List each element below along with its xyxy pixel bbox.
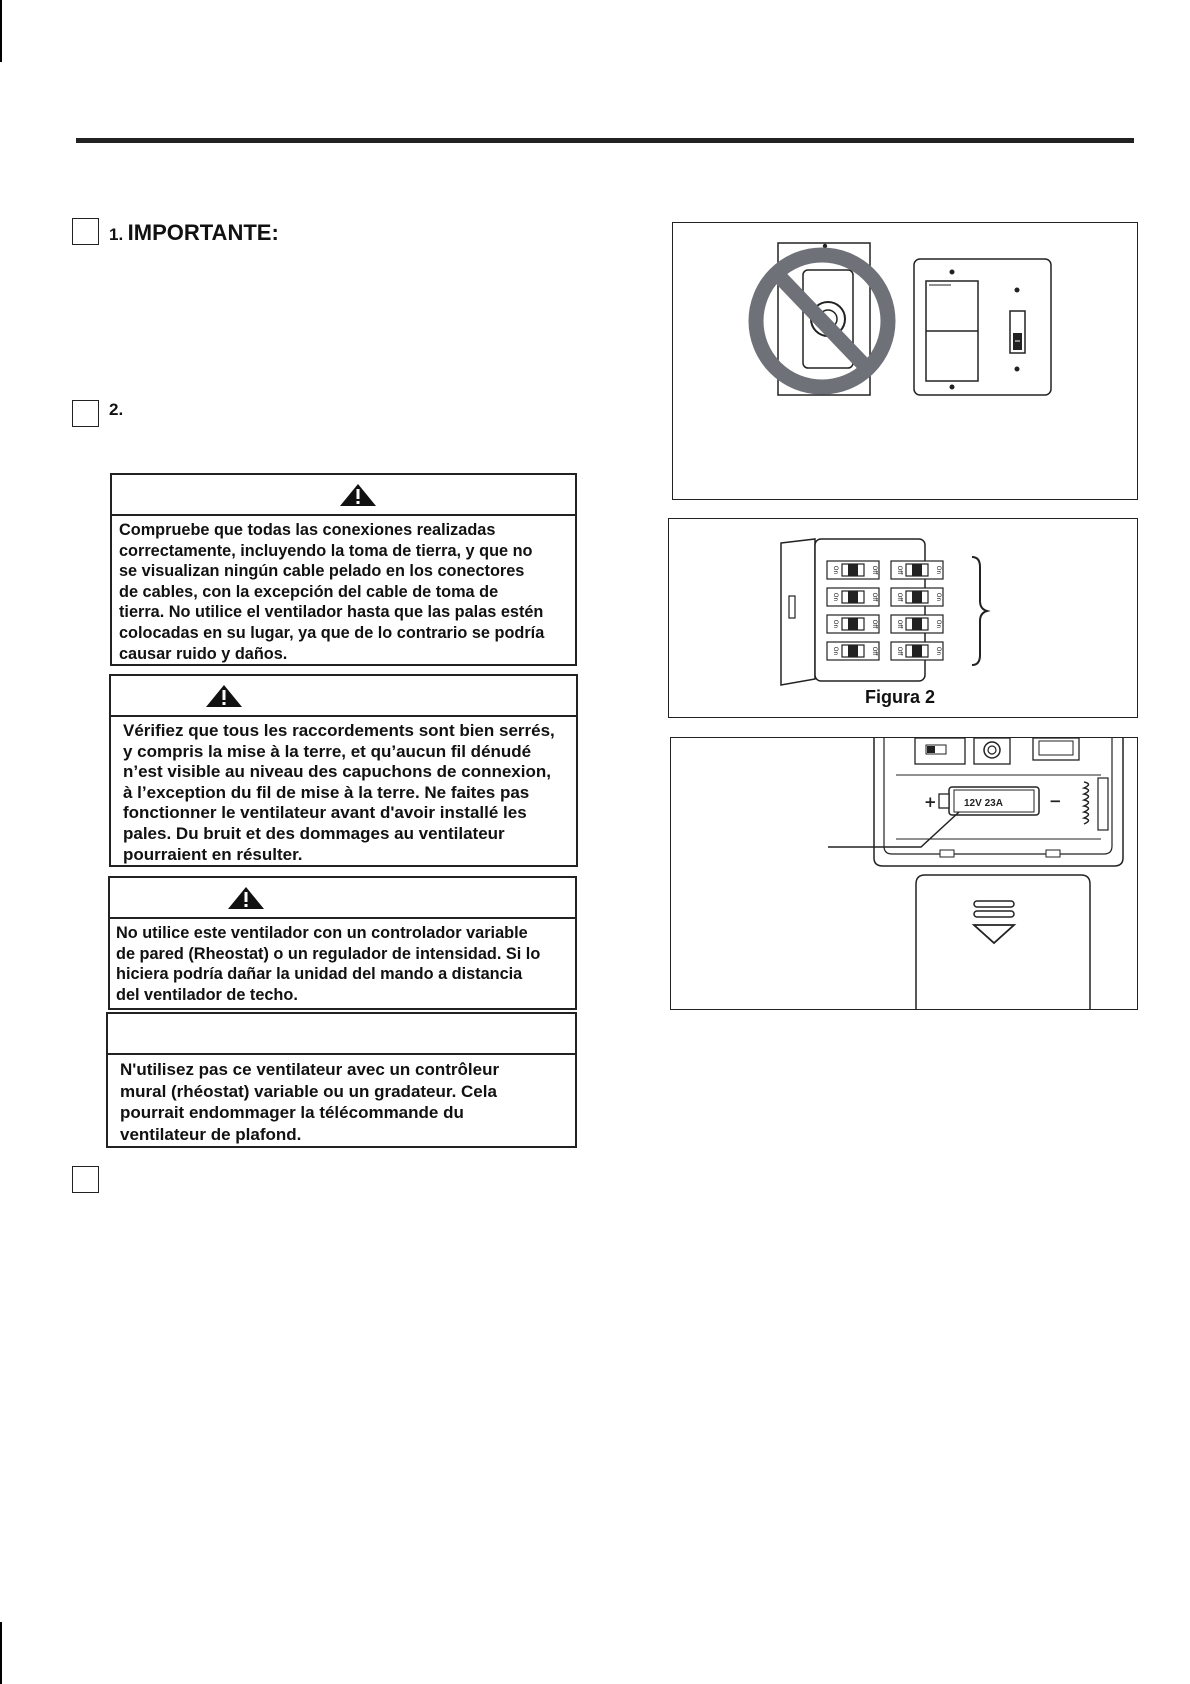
battery-minus-label: −	[1049, 792, 1062, 810]
breaker-label: Off	[871, 646, 878, 656]
breaker-label: On	[832, 592, 839, 602]
breaker-label: On	[832, 619, 839, 629]
step-1-heading	[109, 220, 279, 246]
breaker-label: On	[935, 592, 942, 602]
warning-text: Vérifiez que tous les raccordements sont bien serrés, y compris la mise à la terre, et qu’aucun fil dénudé n’est visible au niveau des capuchons de connexion, à l’exception du fil de mise à la terre. Ne faites pas fonctionner le ventilateur avant d'avoir installé les pales. Du bruit et des dommages au ventilateur pourraient en résulter.	[123, 721, 555, 864]
step-1-checkbox[interactable]	[72, 218, 99, 245]
step-1-number: 1.	[109, 225, 124, 244]
crop-mark-bottom	[0, 1622, 2, 1684]
battery-cover-icon	[916, 875, 1090, 1010]
crop-mark-top	[0, 0, 2, 62]
warning-triangle-icon	[339, 483, 377, 507]
breaker-switch	[891, 588, 943, 606]
breaker-label: On	[935, 646, 942, 656]
wall-switch-icon	[914, 259, 1051, 395]
warning-text: No utilice este ventilador con un controlador variable de pared (Rheostat) o un regulador de intensidad. Si lo hiciera podría dañar la unidad del mando a distancia del ventilador de techo.	[116, 924, 541, 1004]
figure-2-breaker-panel	[668, 518, 1138, 718]
warning-header	[110, 878, 575, 919]
breaker-switch	[827, 588, 879, 606]
breaker-label: Off	[896, 646, 903, 656]
breaker-label: Off	[896, 619, 903, 629]
switch-plates-illustration	[673, 223, 1138, 500]
step-3-checkbox[interactable]	[72, 1166, 99, 1193]
breaker-label: Off	[896, 565, 903, 575]
figure-1-switch-plates	[672, 222, 1138, 500]
warning-es-connections	[110, 473, 577, 666]
battery-rating-label: 12V 23A	[964, 798, 1003, 809]
warning-triangle-icon	[205, 684, 243, 708]
breaker-switch	[891, 642, 943, 660]
breaker-label: Off	[871, 619, 878, 629]
warning-es-rheostat	[108, 876, 577, 1010]
warning-header	[112, 475, 575, 516]
breaker-label: Off	[871, 565, 878, 575]
warning-header	[111, 676, 576, 717]
warning-text: Compruebe que todas las conexiones realizadas correctamente, incluyendo la toma de tierra, y que no se visualizan ningún cable pelado en los conectores de cables, con la excepción del cable de toma de tierra. No utilice el ventilador hasta que las palas estén colocadas en su lugar, ya que de lo contrario se podría causar ruido y daños.	[119, 521, 545, 663]
breaker-label: On	[832, 646, 839, 656]
breaker-label: On	[935, 619, 942, 629]
breaker-switch	[827, 642, 879, 660]
warning-header	[108, 1014, 575, 1055]
breaker-label: Off	[896, 592, 903, 602]
step-1-title: IMPORTANTE:	[127, 220, 279, 245]
warning-triangle-icon	[227, 886, 265, 910]
header-rule	[76, 138, 1134, 143]
breaker-switch	[891, 615, 943, 633]
figure-2-caption: Figura 2	[865, 687, 936, 707]
battery-plus-label: +	[924, 793, 937, 811]
breaker-label: Off	[871, 592, 878, 602]
step-2-checkbox[interactable]	[72, 400, 99, 427]
step-2-number: 2.	[109, 400, 124, 419]
remote-battery-illustration	[671, 738, 1138, 1010]
breaker-switch	[891, 561, 943, 579]
warning-text: N'utilisez pas ce ventilateur avec un contrôleur mural (rhéostat) variable ou un gradateur. Cela pourrait endommager la télécommande du ventilateur de plafond.	[120, 1060, 500, 1144]
breaker-label: On	[935, 565, 942, 575]
breaker-switch	[827, 615, 879, 633]
figure-3-remote-battery	[670, 737, 1138, 1010]
warning-fr-rheostat	[106, 1012, 577, 1148]
breaker-label: On	[832, 565, 839, 575]
warning-fr-connections	[109, 674, 578, 867]
breaker-switch	[827, 561, 879, 579]
